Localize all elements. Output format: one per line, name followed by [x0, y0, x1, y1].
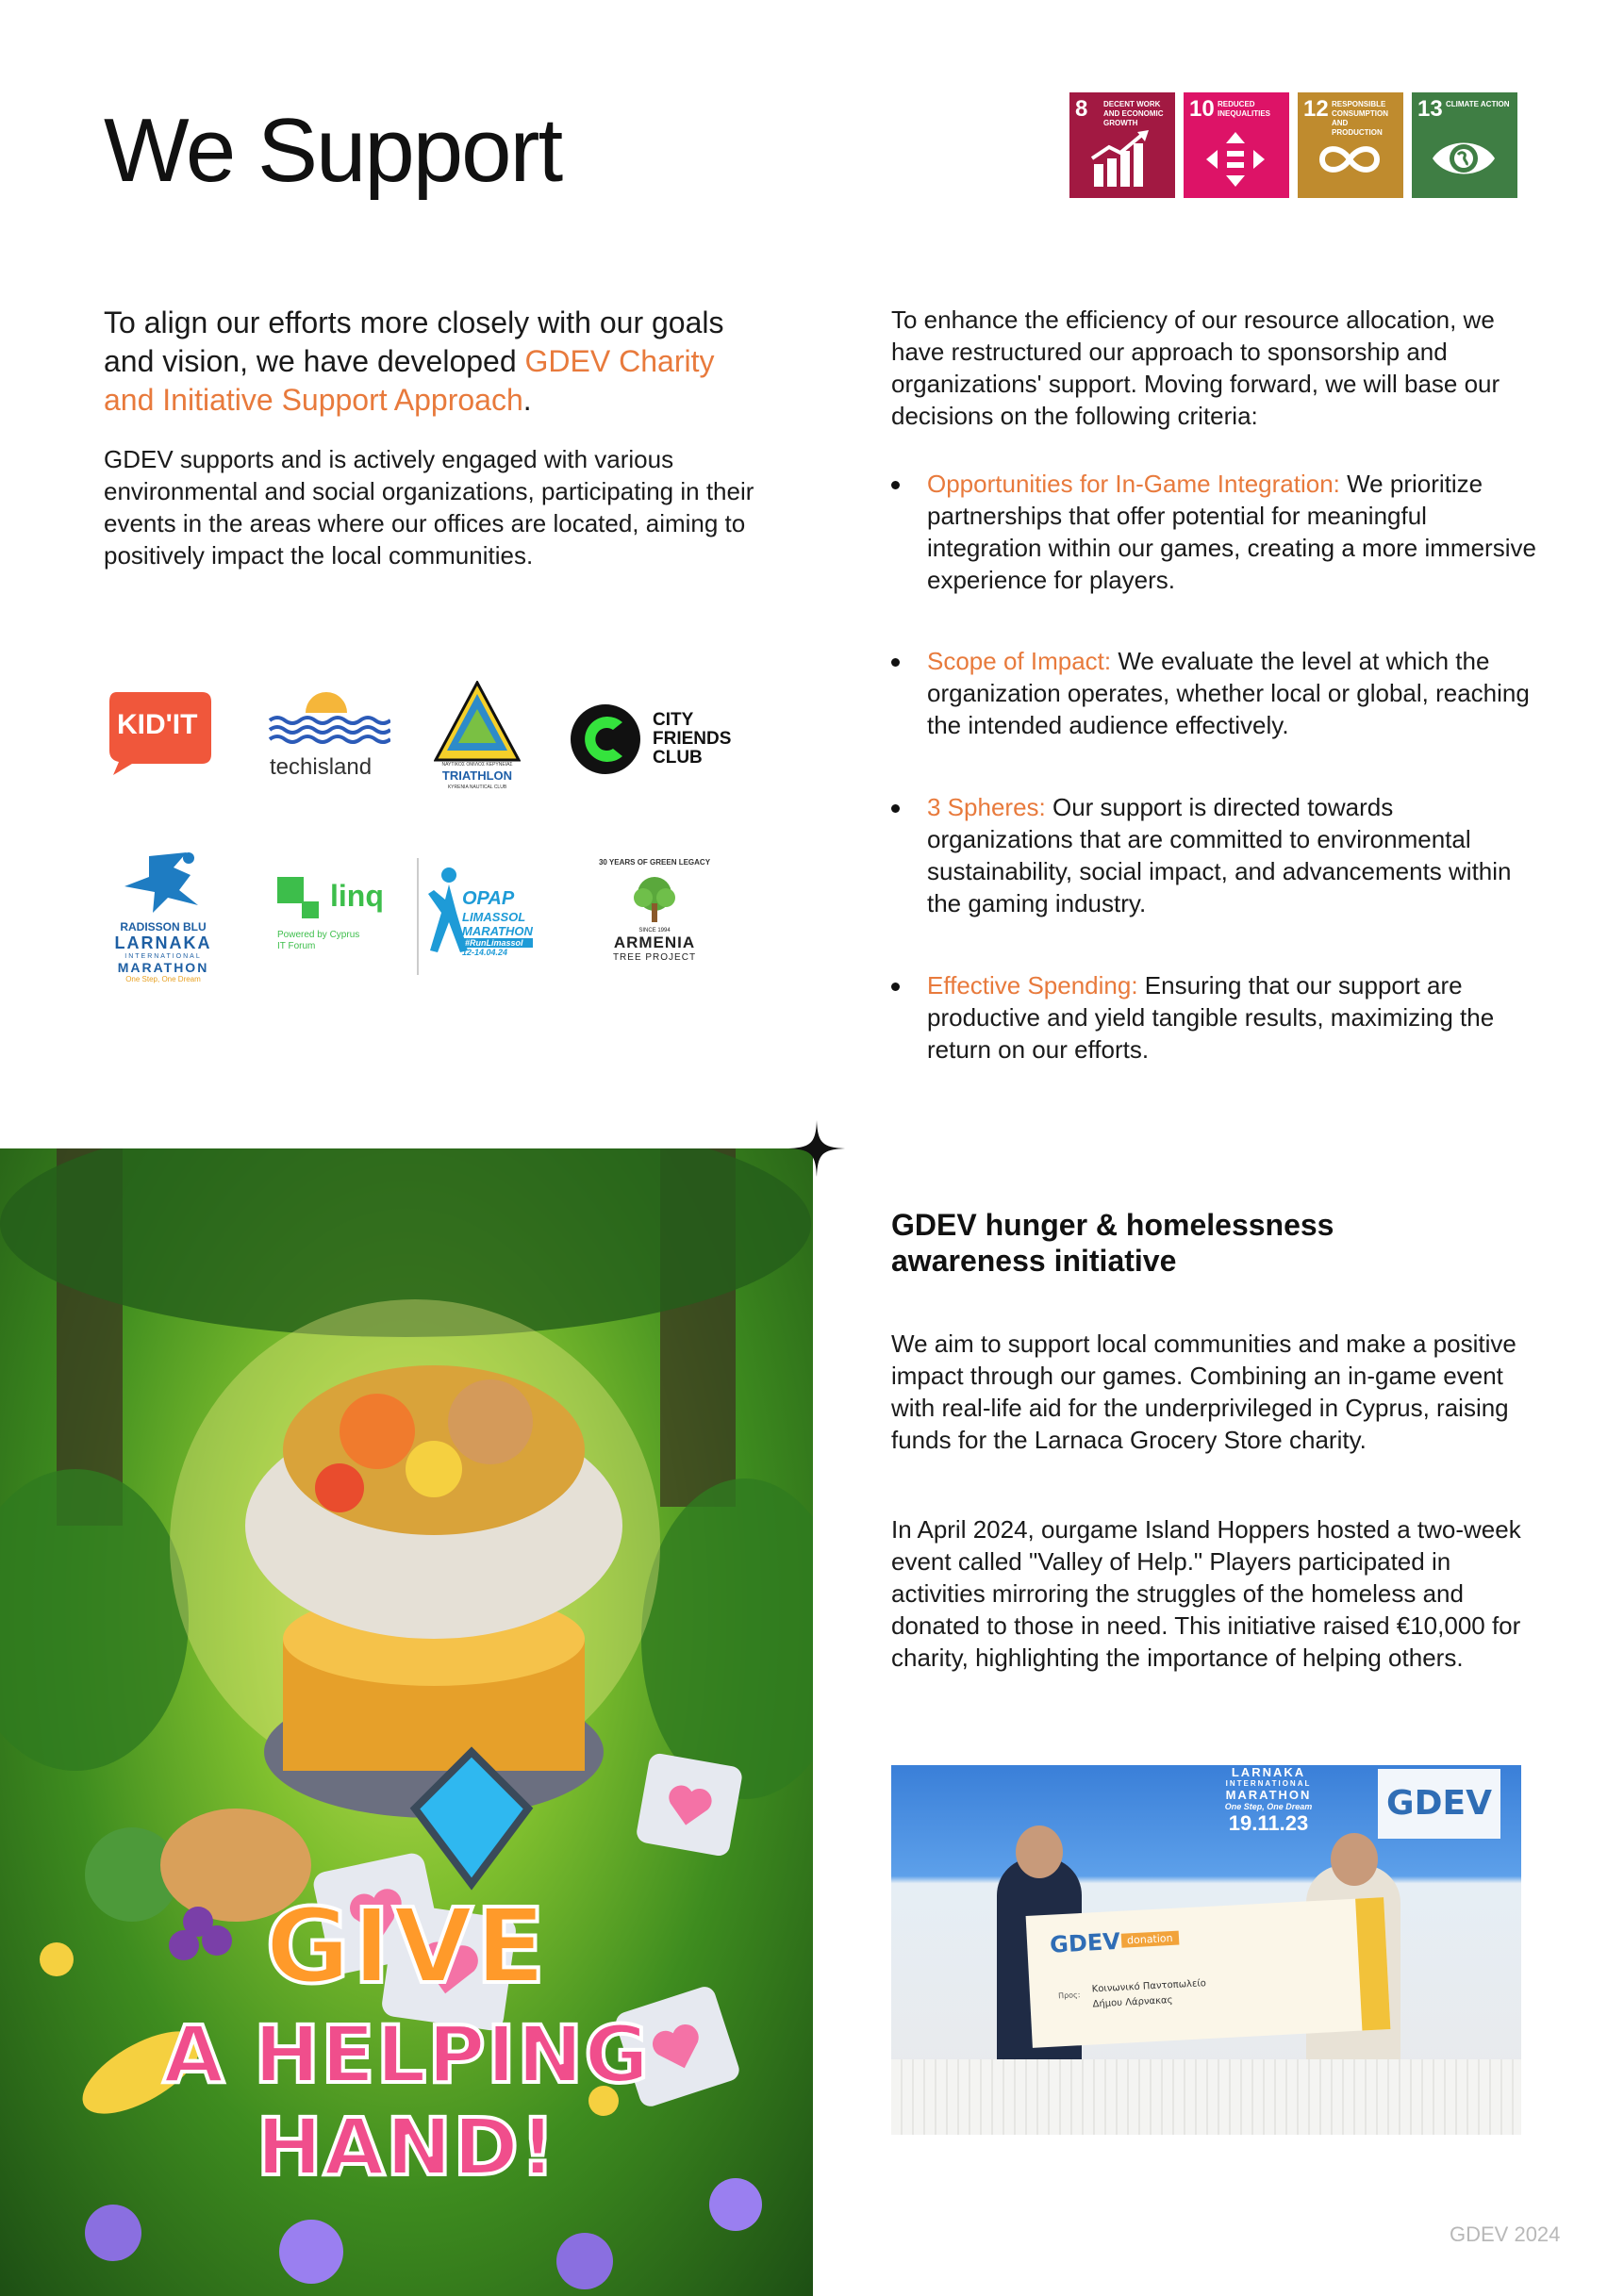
larnaka-marathon-logo: [111, 849, 215, 985]
larnaka-line: INTERNATIONAL: [124, 953, 202, 960]
bullet-dot: [891, 481, 900, 489]
sdg-label: REDUCED INEQUALITIES: [1218, 100, 1271, 118]
check-brand: GDEV: [1049, 1927, 1121, 1958]
kidit-logo: [104, 688, 215, 777]
sdg-badge-12: [1298, 92, 1403, 198]
banner-line: LARNAKA: [1231, 1765, 1306, 1779]
equality-arrows-icon: [1202, 130, 1268, 189]
armenia-tree-project-logo: [596, 858, 713, 969]
intro-before: To align our efforts more closely with our goals and vision, we have developed: [104, 306, 724, 378]
criteria-intro: To enhance the efficiency of our resource allocation, we have restructured our approach to sponsorship and organizations' support. Moving forward, we will base our decisions on the following criteria:: [891, 306, 1500, 430]
sdg-label: RESPONSIBLE CONSUMPTION AND PRODUCTION: [1332, 100, 1388, 137]
page-title: We Support: [104, 100, 562, 201]
armenia-line: SINCE 1994: [638, 928, 671, 933]
triathlon-logo-text: TRIATHLON: [441, 768, 513, 783]
triathlon-logo: [434, 681, 521, 792]
triathlon-bottom-text: KYRENIA NAUTICAL CLUB: [447, 785, 507, 790]
check-tag: donation: [1121, 1931, 1179, 1948]
opap-line: #RunLimassol: [462, 938, 533, 948]
bullet-dot: [891, 804, 900, 813]
criteria-title: 3 Spheres:: [927, 793, 1046, 821]
criteria-item: [891, 791, 1542, 919]
opap-limassol-marathon-logo: [417, 858, 536, 975]
techisland-logo: [268, 692, 390, 783]
banner-line: One Step, One Dream: [1224, 1802, 1313, 1811]
city-friends-line: FRIENDS: [653, 729, 732, 749]
criteria-title: Effective Spending:: [927, 971, 1138, 999]
sdg-badge-8: [1069, 92, 1175, 198]
supports-paragraph: GDEV supports and is actively engaged with various environmental and social organizations, participating in their events in the areas where our offices are located, aiming to positively impact the local communities.: [104, 445, 754, 570]
city-friends-club-logo: [568, 700, 737, 779]
linq-logo: [273, 873, 396, 958]
sdg-number: 12: [1303, 96, 1329, 122]
sdg-number: 13: [1417, 96, 1443, 122]
criteria-text: We evaluate the level at which the organization operates, whether local or global, reaching the intended audience effectively.: [927, 647, 1530, 739]
donation-photo: [891, 1765, 1521, 2135]
linq-logo-text: linq: [330, 879, 384, 913]
sdg-label: DECENT WORK AND ECONOMIC GROWTH: [1103, 100, 1164, 127]
opap-line: MARATHON: [462, 924, 533, 938]
techisland-logo-text: techisland: [270, 754, 373, 780]
criteria-title: Opportunities for In-Game Integration:: [927, 470, 1340, 498]
check-recipient-line: Δήμου Λάρνακας: [1092, 1995, 1173, 2010]
intro-after: .: [522, 383, 532, 417]
banner-line: MARATHON: [1225, 1788, 1312, 1802]
banner-line: 19.11.23: [1228, 1811, 1309, 1835]
game-headline-give: GIVE: [265, 1886, 548, 2007]
tablecloth: [891, 2059, 1521, 2135]
sdg-number: 10: [1189, 96, 1215, 122]
person-right-head: [1331, 1833, 1378, 1886]
criteria-text: Our support is directed towards organizations that are committed to environmental sustainability, social impact, and advancements within the gaming industry.: [927, 793, 1512, 917]
sparkle-icon: [788, 1120, 845, 1177]
bullet-dot: [891, 658, 900, 667]
sdg-badge-10: [1184, 92, 1289, 198]
initiative-paragraph-1: We aim to support local communities and make a positive impact through our games. Combining an in-game event with real-life aid for the underprivileged in Cyprus, raising funds for the Larnaca Grocery Store charity.: [891, 1330, 1516, 1454]
check-to: Προς:: [1057, 1990, 1081, 2001]
criteria-text: We prioritize partnerships that offer potential for meaningful integration within our games, creating a more immersive experience for players.: [927, 470, 1536, 594]
donation-check: [1026, 1897, 1391, 2048]
initiative-title: GDEV hunger & homelessness awareness initiative: [891, 1208, 1334, 1278]
gdev-banner-logo: GDEV: [1378, 1769, 1500, 1839]
opap-line: OPAP: [462, 888, 515, 909]
check-recipient-line: Κοινωνικό Παντοπωλείο: [1091, 1978, 1207, 1995]
sdg-number: 8: [1075, 96, 1088, 122]
initiative-paragraph-2: In April 2024, ourgame Island Hoppers hosted a two-week event called "Valley of Help." Players participated in activities mirroring the struggles of the homeless and donated to those in need. This initiative raised €10,000 for charity, highlighting the importance of helping others.: [891, 1515, 1521, 1672]
criteria-item: [891, 468, 1542, 596]
opap-line: 12-14.04.24: [462, 948, 508, 957]
armenia-arc-text: 30 YEARS OF GREEN LEGACY: [598, 858, 711, 867]
armenia-line: TREE PROJECT: [612, 952, 697, 963]
criteria-title: Scope of Impact:: [927, 647, 1112, 675]
page-footer: GDEV 2024: [1450, 2222, 1561, 2246]
intro-text: [104, 304, 754, 420]
marathon-banner: [1174, 1765, 1363, 1844]
city-friends-line: CITY: [653, 710, 694, 730]
bullet-dot: [891, 983, 900, 991]
support-approach-highlight: GDEV Charity and Initiative Support Approach: [104, 344, 715, 417]
growth-chart-icon: [1088, 130, 1154, 189]
armenia-line: ARMENIA: [613, 933, 696, 951]
person-left-head: [1016, 1825, 1063, 1878]
sdg-label: CLIMATE ACTION: [1446, 100, 1510, 108]
criteria-text: Ensuring that our support are productive and yield tangible results, maximizing the return on our efforts.: [927, 971, 1495, 1064]
criteria-item: [891, 645, 1542, 741]
larnaka-line: RADISSON BLU: [120, 920, 207, 933]
linq-sub-line: IT Forum: [277, 941, 316, 951]
larnaka-line: MARATHON: [117, 960, 209, 975]
eye-globe-icon: [1431, 130, 1497, 189]
larnaka-line: One Step, One Dream: [125, 975, 201, 983]
triathlon-top-text: ΝΑΥΤΙΚΟΣ ΟΜΙΛΟΣ ΚΕΡΥΝΕΙΑΣ: [441, 762, 513, 768]
infinity-icon: [1317, 130, 1383, 189]
criteria-item: [891, 969, 1542, 1065]
larnaka-line: LARNAKA: [114, 933, 212, 952]
kidit-logo-text: KID'IT: [117, 709, 198, 740]
linq-sub-line: Powered by Cyprus: [277, 930, 360, 940]
game-headline-helping-hand: A HELPING HAND!: [162, 2008, 651, 2193]
sdg-badge-13: [1412, 92, 1517, 198]
opap-line: LIMASSOL: [462, 910, 526, 924]
banner-line: INTERNATIONAL: [1225, 1779, 1312, 1788]
city-friends-line: CLUB: [653, 748, 703, 768]
